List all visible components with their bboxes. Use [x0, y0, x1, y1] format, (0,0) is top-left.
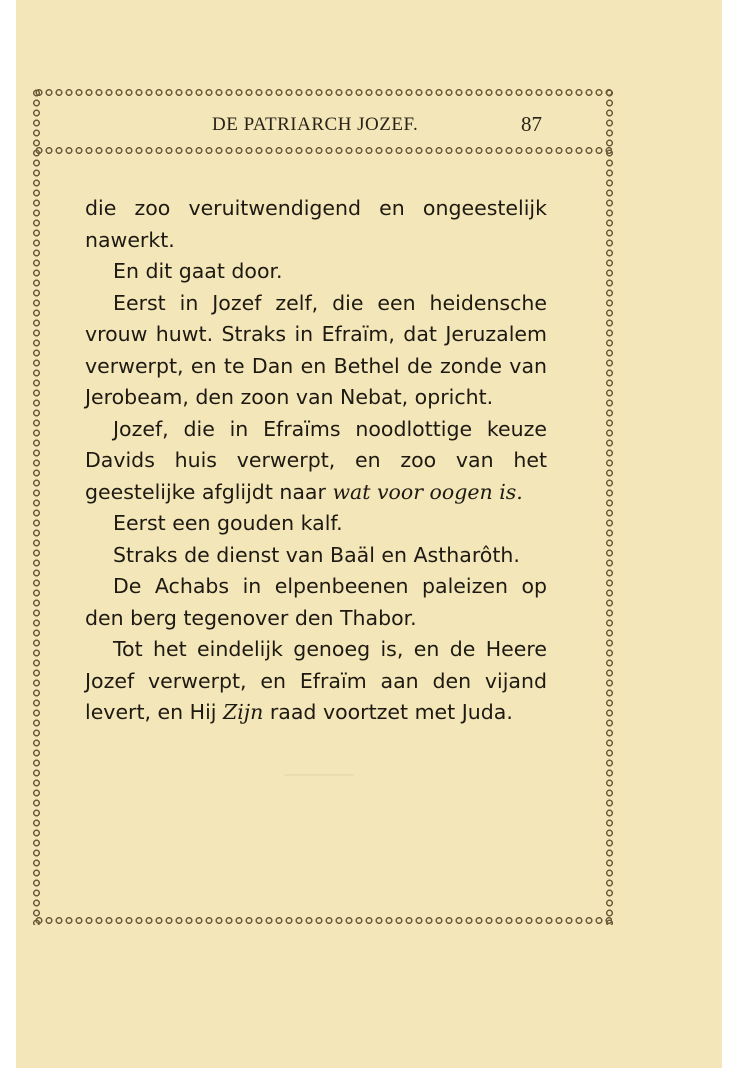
- body-text: [85, 193, 547, 729]
- border-left-ornament: [32, 88, 41, 925]
- paragraph-4: [85, 414, 547, 509]
- paragraph-8-italic: Zijn: [223, 700, 264, 724]
- paragraph-6: Straks de dienst van Baäl en Astharôth.: [113, 542, 520, 567]
- paragraph-8-text-end: raad voortzet met Juda.: [263, 700, 513, 724]
- paragraph-5: Eerst een gouden kalf.: [113, 511, 343, 535]
- paragraph-2: En dit gaat door.: [113, 259, 283, 283]
- paragraph-7: De Achabs in elpenbeenen paleizen op den berg tegenover den Thabor.: [85, 574, 547, 630]
- paragraph-3: Eerst in Jozef zelf, die een heidensche vrouw huwt. Straks in Efraïm, dat Jeruzalem verwerpt, en te Dan en Bethel de zonde van Jerobeam, den zoon van Nebat, opricht.: [85, 290, 547, 409]
- paragraph-8-text: Tot het eindelijk genoeg is, en de Heere Jozef verwerpt, en Efraïm aan den vijand levert, en Hij: [85, 637, 547, 724]
- paragraph-1-line-2: nawerkt.: [85, 227, 175, 252]
- border-bottom-ornament: [34, 916, 612, 925]
- border-right-ornament: [605, 88, 614, 925]
- running-head: [110, 112, 542, 138]
- border-top-ornament: [34, 88, 612, 97]
- paragraph-4-italic: wat voor oogen is.: [332, 479, 523, 504]
- page-number: 87: [521, 112, 542, 136]
- paragraph-4-text: Jozef, die in Efraïms noodlottige keuze Davids huis verwerpt, en zoo van het geestelijke afglijdt naar: [85, 416, 547, 504]
- running-title: DE PATRIARCH JOZEF.: [212, 114, 419, 135]
- paragraph-1-line-1: die zoo veruitwendigend en ongeestelijk: [85, 196, 547, 220]
- header-divider-ornament: [34, 146, 612, 155]
- end-rule: [284, 774, 354, 776]
- paragraph-8: [85, 634, 547, 729]
